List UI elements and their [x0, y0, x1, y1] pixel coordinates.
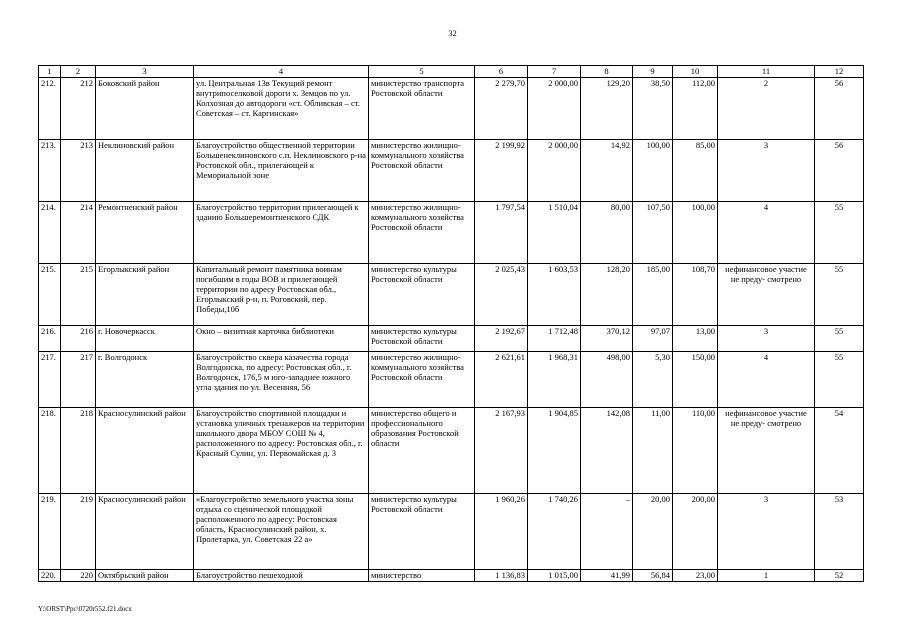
score-cell: 53 [815, 494, 864, 570]
project-cell: Благоустройство территории прилегающей к зданию Большеремонтненского СДК [194, 202, 369, 264]
column-header: 5 [369, 66, 475, 78]
row-number-cell: 218 [61, 408, 96, 494]
extra-funds-cell: 100,00 [633, 140, 673, 202]
row-index-cell: 214. [39, 202, 61, 264]
total-cost-cell: 2 192,67 [475, 326, 528, 352]
data-table [38, 65, 864, 582]
table-row [39, 78, 864, 140]
total-cost-cell: 2 621,61 [475, 352, 528, 408]
row-index-cell: 216. [39, 326, 61, 352]
ministry-cell: министерство культуры Ростовской области [369, 494, 475, 570]
subsidy-cell: 1 968,31 [528, 352, 581, 408]
project-cell: «Благоустройство земельного участка зоны отдыха со сценической площадкой расположенного по адресу: Ростовская область, Красносулинский район, х. Пролетарка, ул. Советская 22 а» [194, 494, 369, 570]
non-financial-cell: 4 [718, 352, 815, 408]
column-header: 7 [528, 66, 581, 78]
column-header: 12 [815, 66, 864, 78]
participation-cell: 108,70 [673, 264, 718, 326]
subsidy-cell: 1 740,26 [528, 494, 581, 570]
total-cost-cell: 1 960,26 [475, 494, 528, 570]
subsidy-cell: 1 712,48 [528, 326, 581, 352]
subsidy-cell: 2 000,00 [528, 140, 581, 202]
ministry-cell: министерство общего и профессионального образования Ростовской области [369, 408, 475, 494]
row-index-cell: 215. [39, 264, 61, 326]
extra-funds-cell: 11,00 [633, 408, 673, 494]
column-header: 3 [96, 66, 194, 78]
row-number-cell: 214 [61, 202, 96, 264]
district-cell: Ремонтненский район [96, 202, 194, 264]
participation-cell: 85,00 [673, 140, 718, 202]
local-budget-cell: 14,92 [581, 140, 633, 202]
row-number-cell: 217 [61, 352, 96, 408]
row-index-cell: 212. [39, 78, 61, 140]
district-cell: Егорлыкский район [96, 264, 194, 326]
score-cell: 55 [815, 202, 864, 264]
subsidy-cell: 1 510,04 [528, 202, 581, 264]
local-budget-cell: 128,20 [581, 264, 633, 326]
participation-cell: 150,00 [673, 352, 718, 408]
score-cell: 55 [815, 326, 864, 352]
row-number-cell: 213 [61, 140, 96, 202]
extra-funds-cell: 185,00 [633, 264, 673, 326]
row-number-cell: 215 [61, 264, 96, 326]
project-cell: ул. Центральная 13в Текущий ремонт внутрипоселковой дороги х. Земцов по ул. Колхозная до автодороги «ст. Обливская – ст. Советская – ст. Каргинская» [194, 78, 369, 140]
page-number: 32 [448, 28, 457, 38]
score-cell: 56 [815, 140, 864, 202]
footer-file-path: Y:\ORST\Ppc\0720r552.f21.docx [38, 605, 132, 613]
extra-funds-cell: 107,50 [633, 202, 673, 264]
table-row [39, 352, 864, 408]
local-budget-cell: 498,00 [581, 352, 633, 408]
project-cell: Капитальный ремонт памятника воинам погибшим в годы ВОВ и прилегающей территории по адресу Ростовская обл., Егорлыкский р-н, п. Роговский, пер. Победы,10б [194, 264, 369, 326]
total-cost-cell: 2 279,70 [475, 78, 528, 140]
non-financial-cell: 1 [718, 570, 815, 582]
ministry-cell: министерство транспорта Ростовской области [369, 78, 475, 140]
column-header: 1 [39, 66, 61, 78]
non-financial-cell: 3 [718, 326, 815, 352]
score-cell: 54 [815, 408, 864, 494]
non-financial-cell: 3 [718, 140, 815, 202]
local-budget-cell: 80,00 [581, 202, 633, 264]
subsidy-cell: 1 904,85 [528, 408, 581, 494]
column-header: 6 [475, 66, 528, 78]
ministry-cell: министерство [369, 570, 475, 582]
score-cell: 55 [815, 352, 864, 408]
ministry-cell: министерство жилищно- коммунального хозяйства Ростовской области [369, 352, 475, 408]
district-cell: г. Новочеркасск [96, 326, 194, 352]
total-cost-cell: 2 025,43 [475, 264, 528, 326]
district-cell: Боковский район [96, 78, 194, 140]
table-row [39, 570, 864, 582]
total-cost-cell: 1 136,83 [475, 570, 528, 582]
column-header: 9 [633, 66, 673, 78]
extra-funds-cell: 38,50 [633, 78, 673, 140]
non-financial-cell: 3 [718, 494, 815, 570]
ministry-cell: министерство жилищно- коммунального хозяйства Ростовской области [369, 202, 475, 264]
project-cell: Благоустройство сквера казачества города Волгодонска, по адресу: Ростовская обл., г. Волгодонск, 176,5 м юго-западнее южного угла здания по ул. Весенняя, 56 [194, 352, 369, 408]
row-index-cell: 220. [39, 570, 61, 582]
total-cost-cell: 2 199,92 [475, 140, 528, 202]
non-financial-cell: нефинансовое участие не преду- смотрено [718, 264, 815, 326]
participation-cell: 112,00 [673, 78, 718, 140]
table-row [39, 202, 864, 264]
extra-funds-cell: 20,00 [633, 494, 673, 570]
local-budget-cell: – [581, 494, 633, 570]
district-cell: Красносулинский район [96, 408, 194, 494]
non-financial-cell: нефинансовое участие не преду- смотрено [718, 408, 815, 494]
non-financial-cell: 2 [718, 78, 815, 140]
project-cell: Окно – визитная карточка библиотеки [194, 326, 369, 352]
project-cell: Благоустройство пешеходной [194, 570, 369, 582]
project-cell: Благоустройство общественной территории Большенеклиновского с.п. Неклиновского р-на Ростовской обл., прилегающей к Мемориальной зоне [194, 140, 369, 202]
district-cell: г. Волгодонск [96, 352, 194, 408]
participation-cell: 200,00 [673, 494, 718, 570]
extra-funds-cell: 5,30 [633, 352, 673, 408]
table-row [39, 264, 864, 326]
column-header: 4 [194, 66, 369, 78]
district-cell: Неклиновский район [96, 140, 194, 202]
table-row [39, 408, 864, 494]
header-row [39, 66, 864, 78]
ministry-cell: министерство жилищно- коммунального хозяйства Ростовской области [369, 140, 475, 202]
participation-cell: 110,00 [673, 408, 718, 494]
score-cell: 56 [815, 78, 864, 140]
table-row [39, 326, 864, 352]
column-header: 2 [61, 66, 96, 78]
local-budget-cell: 370,12 [581, 326, 633, 352]
district-cell: Октябрьский район [96, 570, 194, 582]
score-cell: 55 [815, 264, 864, 326]
subsidy-cell: 1 603,53 [528, 264, 581, 326]
district-cell: Красносулинский район [96, 494, 194, 570]
subsidy-cell: 2 000,00 [528, 78, 581, 140]
row-index-cell: 218. [39, 408, 61, 494]
row-index-cell: 219. [39, 494, 61, 570]
column-header: 8 [581, 66, 633, 78]
table-row [39, 140, 864, 202]
participation-cell: 100,00 [673, 202, 718, 264]
participation-cell: 23,00 [673, 570, 718, 582]
row-index-cell: 217. [39, 352, 61, 408]
row-number-cell: 216 [61, 326, 96, 352]
non-financial-cell: 4 [718, 202, 815, 264]
total-cost-cell: 2 167,93 [475, 408, 528, 494]
row-number-cell: 219 [61, 494, 96, 570]
ministry-cell: министерство культуры Ростовской области [369, 326, 475, 352]
local-budget-cell: 129,20 [581, 78, 633, 140]
extra-funds-cell: 56,84 [633, 570, 673, 582]
row-number-cell: 212 [61, 78, 96, 140]
project-cell: Благоустройство спортивной площадки и установка уличных тренажеров на территории школьного двора МБОУ СОШ № 4, расположенного по адресу: Ростовская обл., г. Красный Сулин, ул. Первомайская д. 3 [194, 408, 369, 494]
row-index-cell: 213. [39, 140, 61, 202]
ministry-cell: министерство культуры Ростовской области [369, 264, 475, 326]
participation-cell: 13,00 [673, 326, 718, 352]
column-header: 10 [673, 66, 718, 78]
total-cost-cell: 1 797,54 [475, 202, 528, 264]
table-row [39, 494, 864, 570]
extra-funds-cell: 97,07 [633, 326, 673, 352]
column-header: 11 [718, 66, 815, 78]
row-number-cell: 220 [61, 570, 96, 582]
local-budget-cell: 142,08 [581, 408, 633, 494]
score-cell: 52 [815, 570, 864, 582]
subsidy-cell: 1 015,00 [528, 570, 581, 582]
local-budget-cell: 41,99 [581, 570, 633, 582]
